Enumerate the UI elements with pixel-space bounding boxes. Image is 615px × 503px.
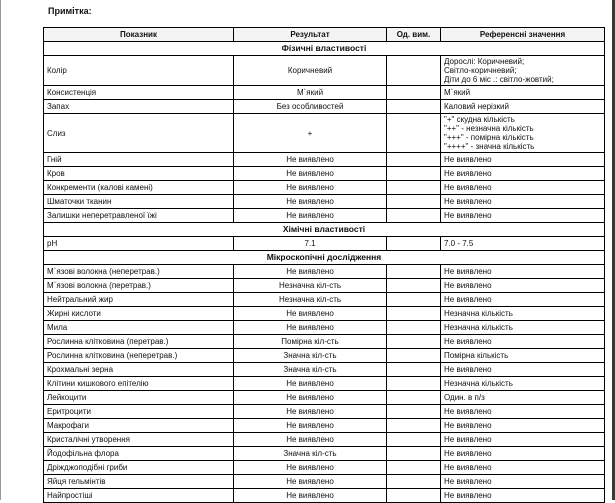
reference-cell xyxy=(441,209,605,223)
unit-cell xyxy=(387,321,441,335)
table-row xyxy=(44,114,605,153)
reference-cell xyxy=(441,377,605,391)
reference-cell xyxy=(441,475,605,489)
result-cell: Значна кіл-сть xyxy=(234,447,387,461)
table-row xyxy=(44,293,605,307)
indicator-cell: Кристалічні утворення xyxy=(44,433,234,447)
unit-cell xyxy=(387,349,441,363)
table-row xyxy=(44,335,605,349)
table-row xyxy=(44,321,605,335)
result-cell: Не виявлено xyxy=(234,265,387,279)
reference-line: Діти до 6 міс .: світло-жовтий; xyxy=(444,75,554,84)
result-cell: Незначна кіл-сть xyxy=(234,293,387,307)
reference-line: М`який xyxy=(444,88,471,97)
unit-cell xyxy=(387,433,441,447)
table-row xyxy=(44,363,605,377)
reference-cell xyxy=(441,237,605,251)
unit-cell xyxy=(387,293,441,307)
unit-cell xyxy=(387,377,441,391)
reference-line: Незначна кількість xyxy=(444,309,513,318)
indicator-cell: Колір xyxy=(44,56,234,86)
table-row xyxy=(44,100,605,114)
table-row xyxy=(44,86,605,100)
unit-cell xyxy=(387,405,441,419)
table-row xyxy=(44,447,605,461)
result-cell: Не виявлено xyxy=(234,391,387,405)
reference-cell xyxy=(441,419,605,433)
indicator-cell: М`язові волокна (неперетрав.) xyxy=(44,265,234,279)
reference-cell xyxy=(441,447,605,461)
reference-cell xyxy=(441,335,605,349)
reference-line: "++" - незначна кількість xyxy=(444,124,534,133)
indicator-cell: Запах xyxy=(44,100,234,114)
unit-cell xyxy=(387,391,441,405)
header-result: Результат xyxy=(234,28,387,42)
reference-line: Не виявлено xyxy=(444,281,492,290)
reference-line: Не виявлено xyxy=(444,155,492,164)
result-cell: 7.1 xyxy=(234,237,387,251)
table-row xyxy=(44,349,605,363)
unit-cell xyxy=(387,209,441,223)
reference-line: Один. в п/з xyxy=(444,393,485,402)
table-row xyxy=(44,153,605,167)
table-row xyxy=(44,419,605,433)
result-cell: Не виявлено xyxy=(234,321,387,335)
result-cell: Не виявлено xyxy=(234,433,387,447)
indicator-cell: Мила xyxy=(44,321,234,335)
indicator-cell: Йодофільна флора xyxy=(44,447,234,461)
result-cell: Не виявлено xyxy=(234,195,387,209)
unit-cell xyxy=(387,56,441,86)
indicator-cell: Слиз xyxy=(44,114,234,153)
reference-line: Не виявлено xyxy=(444,421,492,430)
table-row xyxy=(44,279,605,293)
table-row xyxy=(44,433,605,447)
indicator-cell: Дріжджоподібні гриби xyxy=(44,461,234,475)
reference-cell xyxy=(441,181,605,195)
result-cell: Не виявлено xyxy=(234,475,387,489)
header-indicator: Показник xyxy=(44,28,234,42)
indicator-cell: pH xyxy=(44,237,234,251)
reference-cell xyxy=(441,86,605,100)
indicator-cell: Жирні кислоти xyxy=(44,307,234,321)
table-row xyxy=(44,56,605,86)
reference-line: Не виявлено xyxy=(444,491,492,500)
result-cell: Значна кіл-сть xyxy=(234,363,387,377)
result-cell: Не виявлено xyxy=(234,405,387,419)
reference-cell xyxy=(441,153,605,167)
unit-cell xyxy=(387,195,441,209)
reference-line: Не виявлено xyxy=(444,295,492,304)
reference-cell xyxy=(441,321,605,335)
indicator-cell: Гній xyxy=(44,153,234,167)
reference-cell xyxy=(441,114,605,153)
unit-cell xyxy=(387,167,441,181)
indicator-cell: Шматочки тканин xyxy=(44,195,234,209)
result-cell: Не виявлено xyxy=(234,167,387,181)
reference-cell xyxy=(441,307,605,321)
section-row xyxy=(44,223,605,237)
reference-line: "++++" - значна кількість xyxy=(444,142,535,151)
indicator-cell: Залишки неперетравленої їжі xyxy=(44,209,234,223)
table-row xyxy=(44,307,605,321)
result-cell: Не виявлено xyxy=(234,377,387,391)
reference-cell xyxy=(441,461,605,475)
result-cell: Не виявлено xyxy=(234,461,387,475)
table-row xyxy=(44,391,605,405)
header-reference: Референсні значення xyxy=(441,28,605,42)
table-row xyxy=(44,209,605,223)
table-row xyxy=(44,265,605,279)
reference-line: Не виявлено xyxy=(444,365,492,374)
reference-cell xyxy=(441,100,605,114)
indicator-cell: Яйця гельмінтів xyxy=(44,475,234,489)
result-cell: Незначна кіл-сть xyxy=(234,279,387,293)
reference-cell xyxy=(441,265,605,279)
indicator-cell: Лейкоцити xyxy=(44,391,234,405)
reference-cell xyxy=(441,433,605,447)
table-row xyxy=(44,181,605,195)
reference-line: Не виявлено xyxy=(444,407,492,416)
table-row xyxy=(44,377,605,391)
result-cell: Не виявлено xyxy=(234,181,387,195)
unit-cell xyxy=(387,447,441,461)
reference-cell xyxy=(441,349,605,363)
unit-cell xyxy=(387,461,441,475)
section-title: Хімічні властивості xyxy=(44,223,605,237)
reference-line: Не виявлено xyxy=(444,197,492,206)
result-cell: Не виявлено xyxy=(234,307,387,321)
result-cell: Не виявлено xyxy=(234,489,387,503)
reference-line: Не виявлено xyxy=(444,169,492,178)
reference-cell xyxy=(441,363,605,377)
table-row xyxy=(44,405,605,419)
unit-cell xyxy=(387,86,441,100)
unit-cell xyxy=(387,475,441,489)
note-label: Примітка: xyxy=(48,6,92,16)
reference-cell xyxy=(441,279,605,293)
table-row xyxy=(44,461,605,475)
reference-line: Не виявлено xyxy=(444,211,492,220)
reference-line: Незначна кількість xyxy=(444,379,513,388)
unit-cell xyxy=(387,181,441,195)
indicator-cell: Найпростіші xyxy=(44,489,234,503)
table-header-row xyxy=(44,28,605,42)
result-cell: Помірна кіл-сть xyxy=(234,335,387,349)
header-unit: Од. вим. xyxy=(387,28,441,42)
table-row xyxy=(44,489,605,503)
table-row xyxy=(44,475,605,489)
reference-line: Помірна кількість xyxy=(444,351,509,360)
section-row xyxy=(44,42,605,56)
unit-cell xyxy=(387,114,441,153)
indicator-cell: М`язові волокна (перетрав.) xyxy=(44,279,234,293)
unit-cell xyxy=(387,153,441,167)
result-cell: Не виявлено xyxy=(234,419,387,433)
unit-cell xyxy=(387,335,441,349)
reference-line: Не виявлено xyxy=(444,477,492,486)
reference-cell xyxy=(441,293,605,307)
indicator-cell: Макрофаги xyxy=(44,419,234,433)
reference-line: Каловий нерізкий xyxy=(444,102,509,111)
table-row xyxy=(44,237,605,251)
reference-cell xyxy=(441,56,605,86)
section-title: Фізичні властивості xyxy=(44,42,605,56)
reference-cell xyxy=(441,405,605,419)
reference-cell xyxy=(441,195,605,209)
unit-cell xyxy=(387,419,441,433)
reference-cell xyxy=(441,489,605,503)
reference-line: Не виявлено xyxy=(444,435,492,444)
indicator-cell: Клітини кишкового епітелію xyxy=(44,377,234,391)
indicator-cell: Рослинна клітковина (неперетрав.) xyxy=(44,349,234,363)
unit-cell xyxy=(387,100,441,114)
unit-cell xyxy=(387,265,441,279)
unit-cell xyxy=(387,363,441,377)
result-cell: М`який xyxy=(234,86,387,100)
results-table xyxy=(43,27,605,503)
reference-line: Не виявлено xyxy=(444,449,492,458)
indicator-cell: Рослинна клітковина (перетрав.) xyxy=(44,335,234,349)
reference-line: Світло-коричневий; xyxy=(444,66,517,75)
indicator-cell: Еритроцити xyxy=(44,405,234,419)
reference-line: 7.0 - 7.5 xyxy=(444,239,474,248)
table-row xyxy=(44,195,605,209)
result-cell: Не виявлено xyxy=(234,209,387,223)
section-row xyxy=(44,251,605,265)
reference-line: Не виявлено xyxy=(444,337,492,346)
result-cell: + xyxy=(234,114,387,153)
indicator-cell: Нейтральний жир xyxy=(44,293,234,307)
reference-line: Не виявлено xyxy=(444,183,492,192)
unit-cell xyxy=(387,489,441,503)
reference-line: Незначна кількість xyxy=(444,323,513,332)
indicator-cell: Конкременти (калові камені) xyxy=(44,181,234,195)
result-cell: Без особливостей xyxy=(234,100,387,114)
reference-line: Дорослі: Коричневий; xyxy=(444,57,525,66)
result-cell: Значна кіл-сть xyxy=(234,349,387,363)
reference-line: Не виявлено xyxy=(444,463,492,472)
reference-cell xyxy=(441,167,605,181)
section-title: Мікроскопічні дослідження xyxy=(44,251,605,265)
indicator-cell: Крохмальні зерна xyxy=(44,363,234,377)
page-border-left xyxy=(0,0,1,500)
table-body xyxy=(44,42,605,503)
unit-cell xyxy=(387,307,441,321)
table-row xyxy=(44,167,605,181)
unit-cell xyxy=(387,237,441,251)
reference-line: Не виявлено xyxy=(444,267,492,276)
result-cell: Не виявлено xyxy=(234,153,387,167)
reference-cell xyxy=(441,391,605,405)
reference-line: "+++" - помірна кількість xyxy=(444,133,534,142)
indicator-cell: Консистенція xyxy=(44,86,234,100)
result-cell: Коричневий xyxy=(234,56,387,86)
indicator-cell: Кров xyxy=(44,167,234,181)
reference-line: "+" скудна кількість xyxy=(444,115,515,124)
unit-cell xyxy=(387,279,441,293)
